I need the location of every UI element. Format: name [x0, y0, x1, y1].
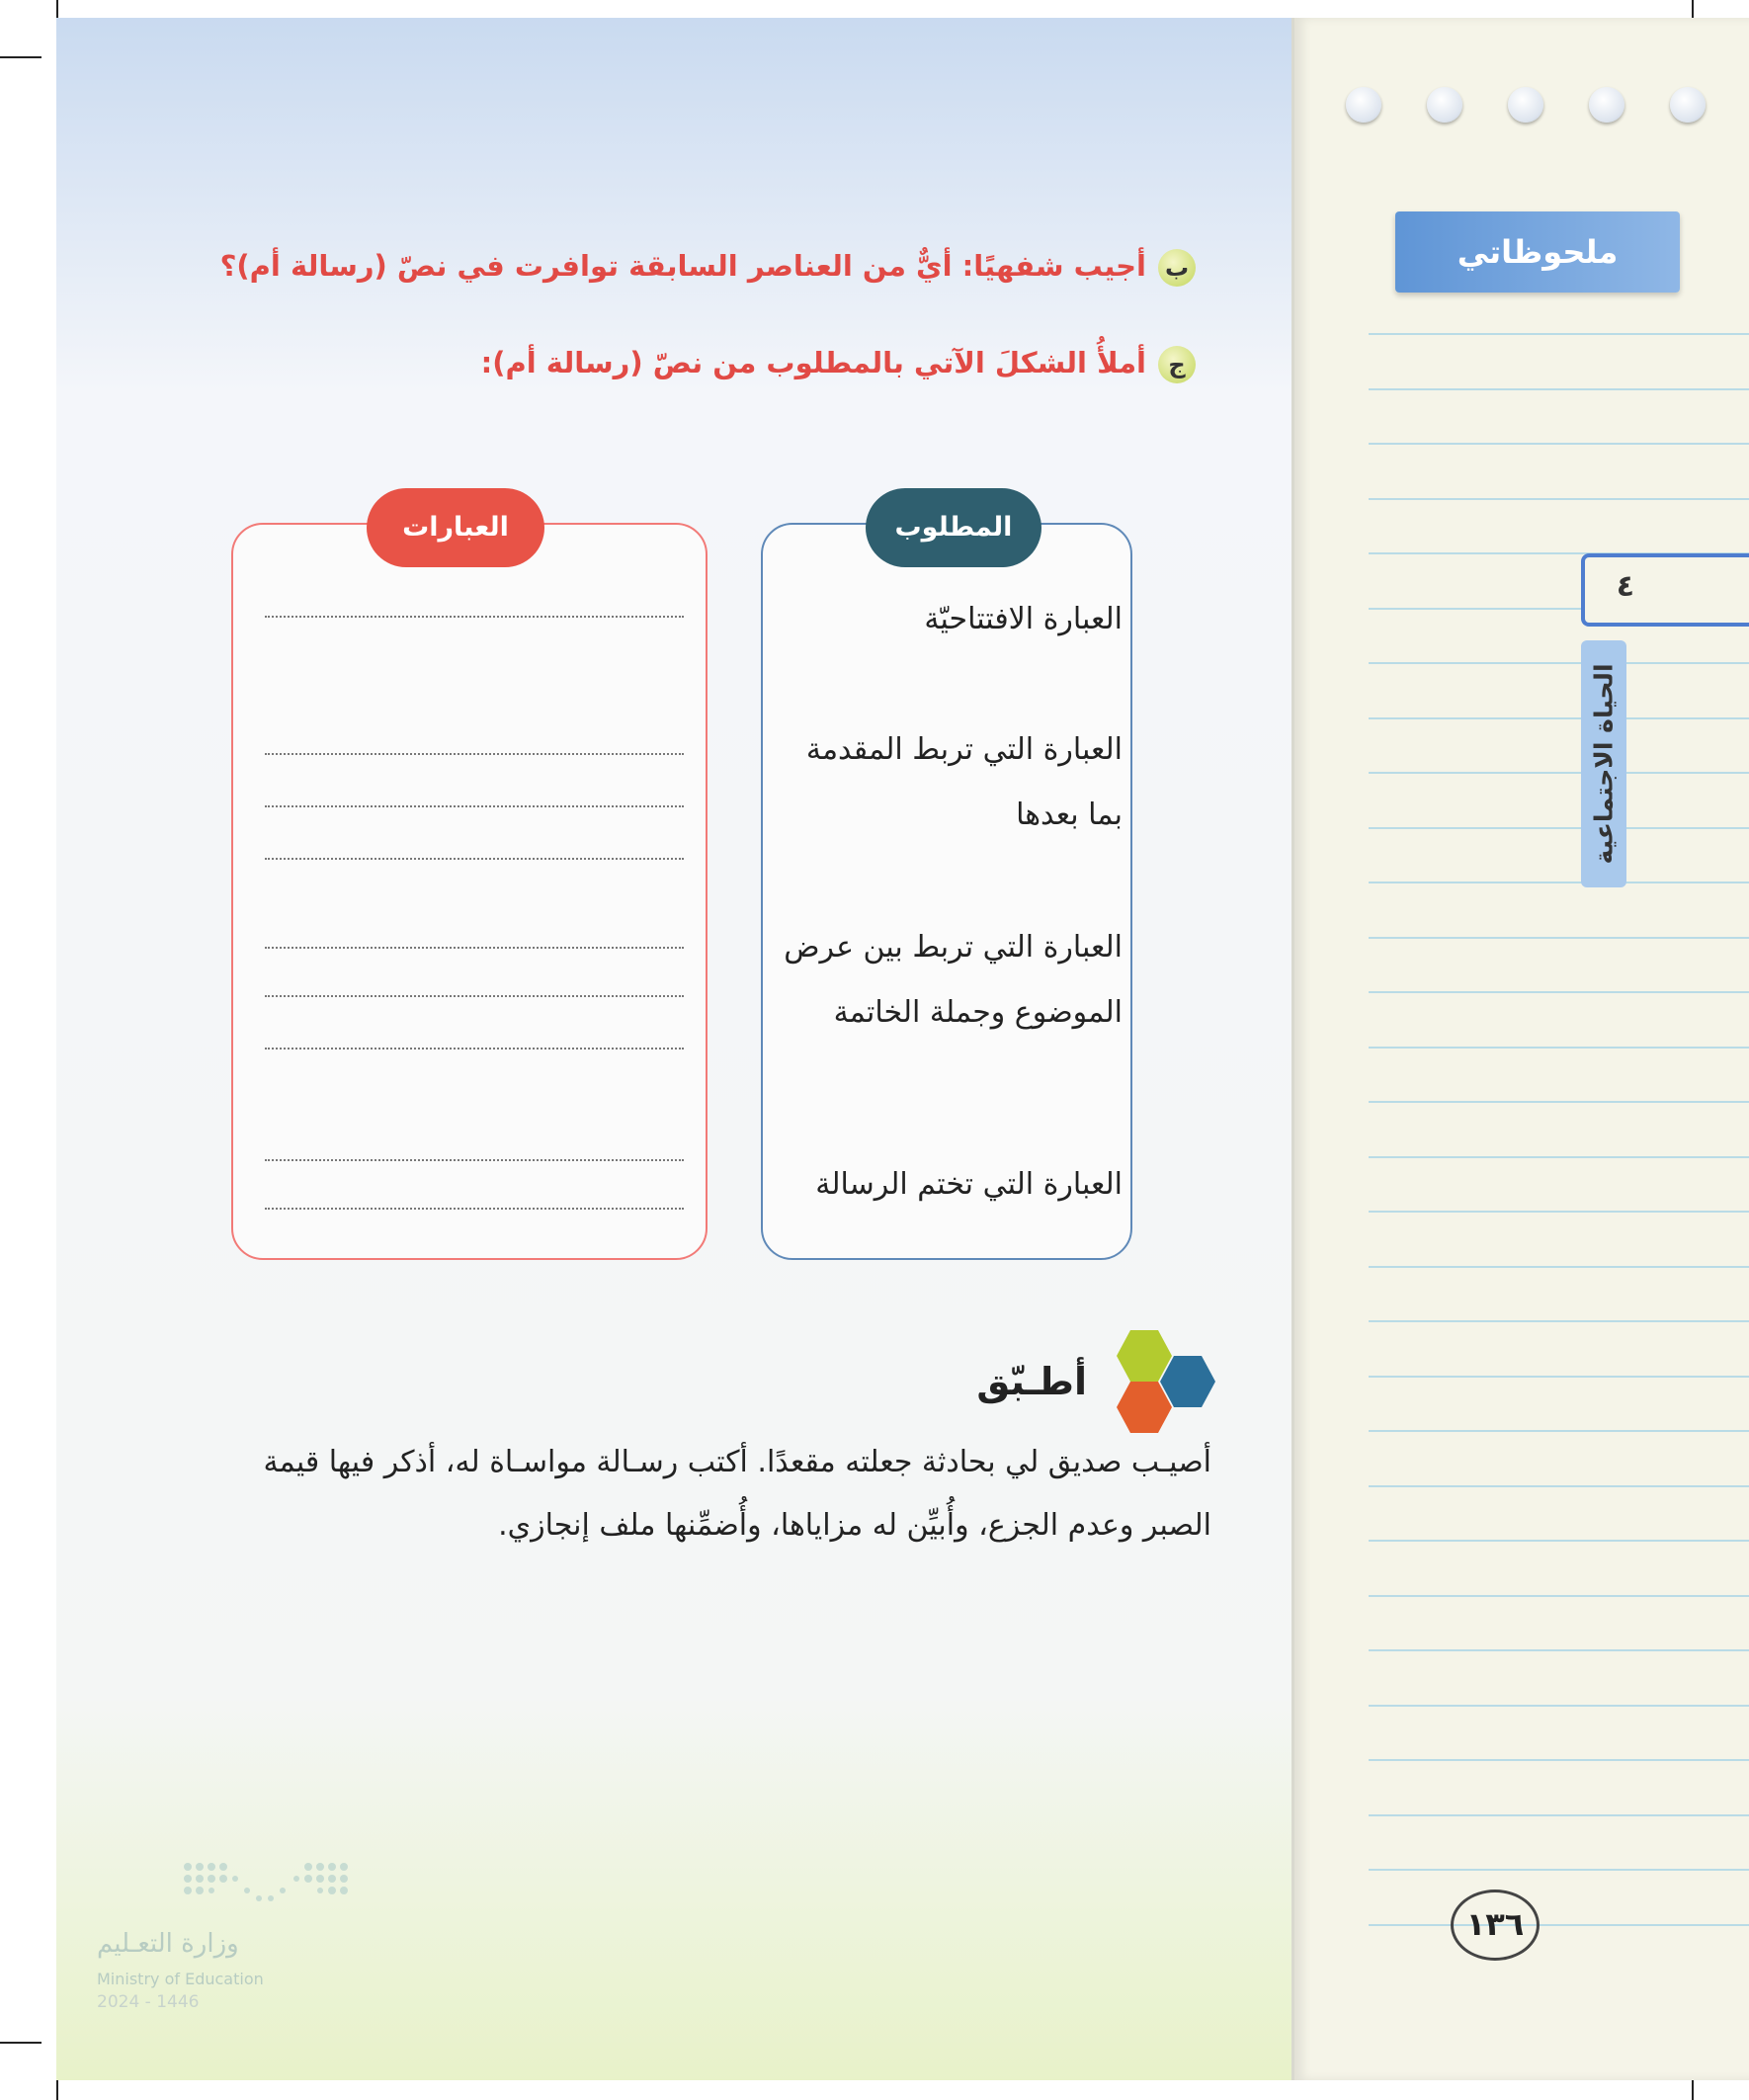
- ruled-line: [1369, 772, 1749, 774]
- ruled-line: [1369, 937, 1749, 939]
- question-text: أملأُ الشكلَ الآتي بالمطلوب من نصّ (رسالة أم):: [480, 346, 1146, 379]
- binder-hole-icon: [1346, 87, 1381, 123]
- ruled-line: [1369, 1705, 1749, 1707]
- crop-mark: [0, 56, 42, 58]
- ruled-line: [1369, 717, 1749, 719]
- phrases-header: العبارات: [367, 488, 544, 567]
- ruled-line: [1369, 1101, 1749, 1103]
- question-badge: ج: [1158, 346, 1196, 383]
- apply-title: أطـبّق: [976, 1360, 1087, 1403]
- ruled-line: [1369, 443, 1749, 445]
- ruled-line: [1369, 1430, 1749, 1432]
- question-badge: ب: [1158, 249, 1196, 287]
- binder-hole-icon: [1670, 87, 1706, 123]
- ruled-line: [1369, 1814, 1749, 1816]
- answer-line[interactable]: [265, 616, 684, 618]
- ruled-line: [1369, 333, 1749, 335]
- answer-line[interactable]: [265, 858, 684, 860]
- binder-hole-icon: [1589, 87, 1624, 123]
- required-item: العبارة التي تختم الرسالة: [815, 1167, 1123, 1202]
- notes-title: ملحوظاتي: [1395, 211, 1680, 293]
- ruled-line: [1369, 1869, 1749, 1871]
- answer-line[interactable]: [265, 1048, 684, 1050]
- ruled-line: [1369, 1924, 1749, 1926]
- ruled-line: [1369, 1211, 1749, 1213]
- question-text: أجيب شفهيًا: أيٌّ من العناصر السابقة توافرت في نصّ (رسالة أم)؟: [219, 249, 1146, 283]
- ruled-line: [1369, 1595, 1749, 1597]
- ruled-line: [1369, 388, 1749, 390]
- unit-title-tab: [1581, 640, 1626, 887]
- answer-line[interactable]: [265, 947, 684, 949]
- required-item: العبارة الافتتاحيّة: [924, 602, 1123, 636]
- ruled-line: [1369, 991, 1749, 993]
- ministry-logo-icon: [182, 1861, 350, 1908]
- ruled-line: [1369, 1156, 1749, 1158]
- answer-line[interactable]: [265, 1208, 684, 1210]
- question-b: [220, 249, 1196, 287]
- ruled-line: [1369, 1649, 1749, 1651]
- phrases-column: [231, 523, 708, 1260]
- ruled-line: [1369, 1047, 1749, 1049]
- unit-number-box: [1581, 553, 1749, 627]
- apply-text: أصيـب صديق لي بحادثة جعلته مقعدًا. أكتب رسـالة مواسـاة له، أذكر فيها قيمة الصبر وعدم الجزع، وأُبيِّن له مزاياها، وأُضمِّنها ملف إنجازي.: [263, 1445, 1211, 1543]
- answer-line[interactable]: [265, 753, 684, 755]
- required-item: العبارة التي تربط المقدمة بما بعدها: [805, 732, 1123, 832]
- ruled-line: [1369, 1320, 1749, 1322]
- answer-line[interactable]: [265, 995, 684, 997]
- ruled-line: [1369, 1266, 1749, 1268]
- required-item: العبارة التي تربط بين عرض الموضوع وجملة الخاتمة: [784, 930, 1123, 1030]
- ruled-line: [1369, 662, 1749, 664]
- required-header: المطلوب: [866, 488, 1041, 567]
- notes-panel: [1291, 18, 1749, 2080]
- page-number: ١٣٦: [1451, 1890, 1540, 1961]
- ruled-line: [1369, 882, 1749, 883]
- ruled-line: [1369, 498, 1749, 500]
- answer-line[interactable]: [265, 805, 684, 807]
- ministry-year: 2024 - 1446: [97, 1992, 200, 2012]
- unit-number: ٤: [1616, 569, 1634, 604]
- ruled-line: [1369, 827, 1749, 829]
- unit-title: الحياة الاجتماعية: [1589, 663, 1619, 865]
- ministry-name-arabic: وزارة التعـليم: [97, 1929, 239, 1959]
- ruled-line: [1369, 1759, 1749, 1761]
- crop-mark: [0, 2042, 42, 2044]
- ruled-line: [1369, 1485, 1749, 1487]
- ruled-line: [1369, 1540, 1749, 1542]
- ruled-line: [1369, 1376, 1749, 1378]
- binder-hole-icon: [1427, 87, 1462, 123]
- answer-line[interactable]: [265, 1159, 684, 1161]
- question-j: [481, 346, 1196, 383]
- ministry-name-english: Ministry of Education: [97, 1970, 264, 1988]
- binder-hole-icon: [1508, 87, 1543, 123]
